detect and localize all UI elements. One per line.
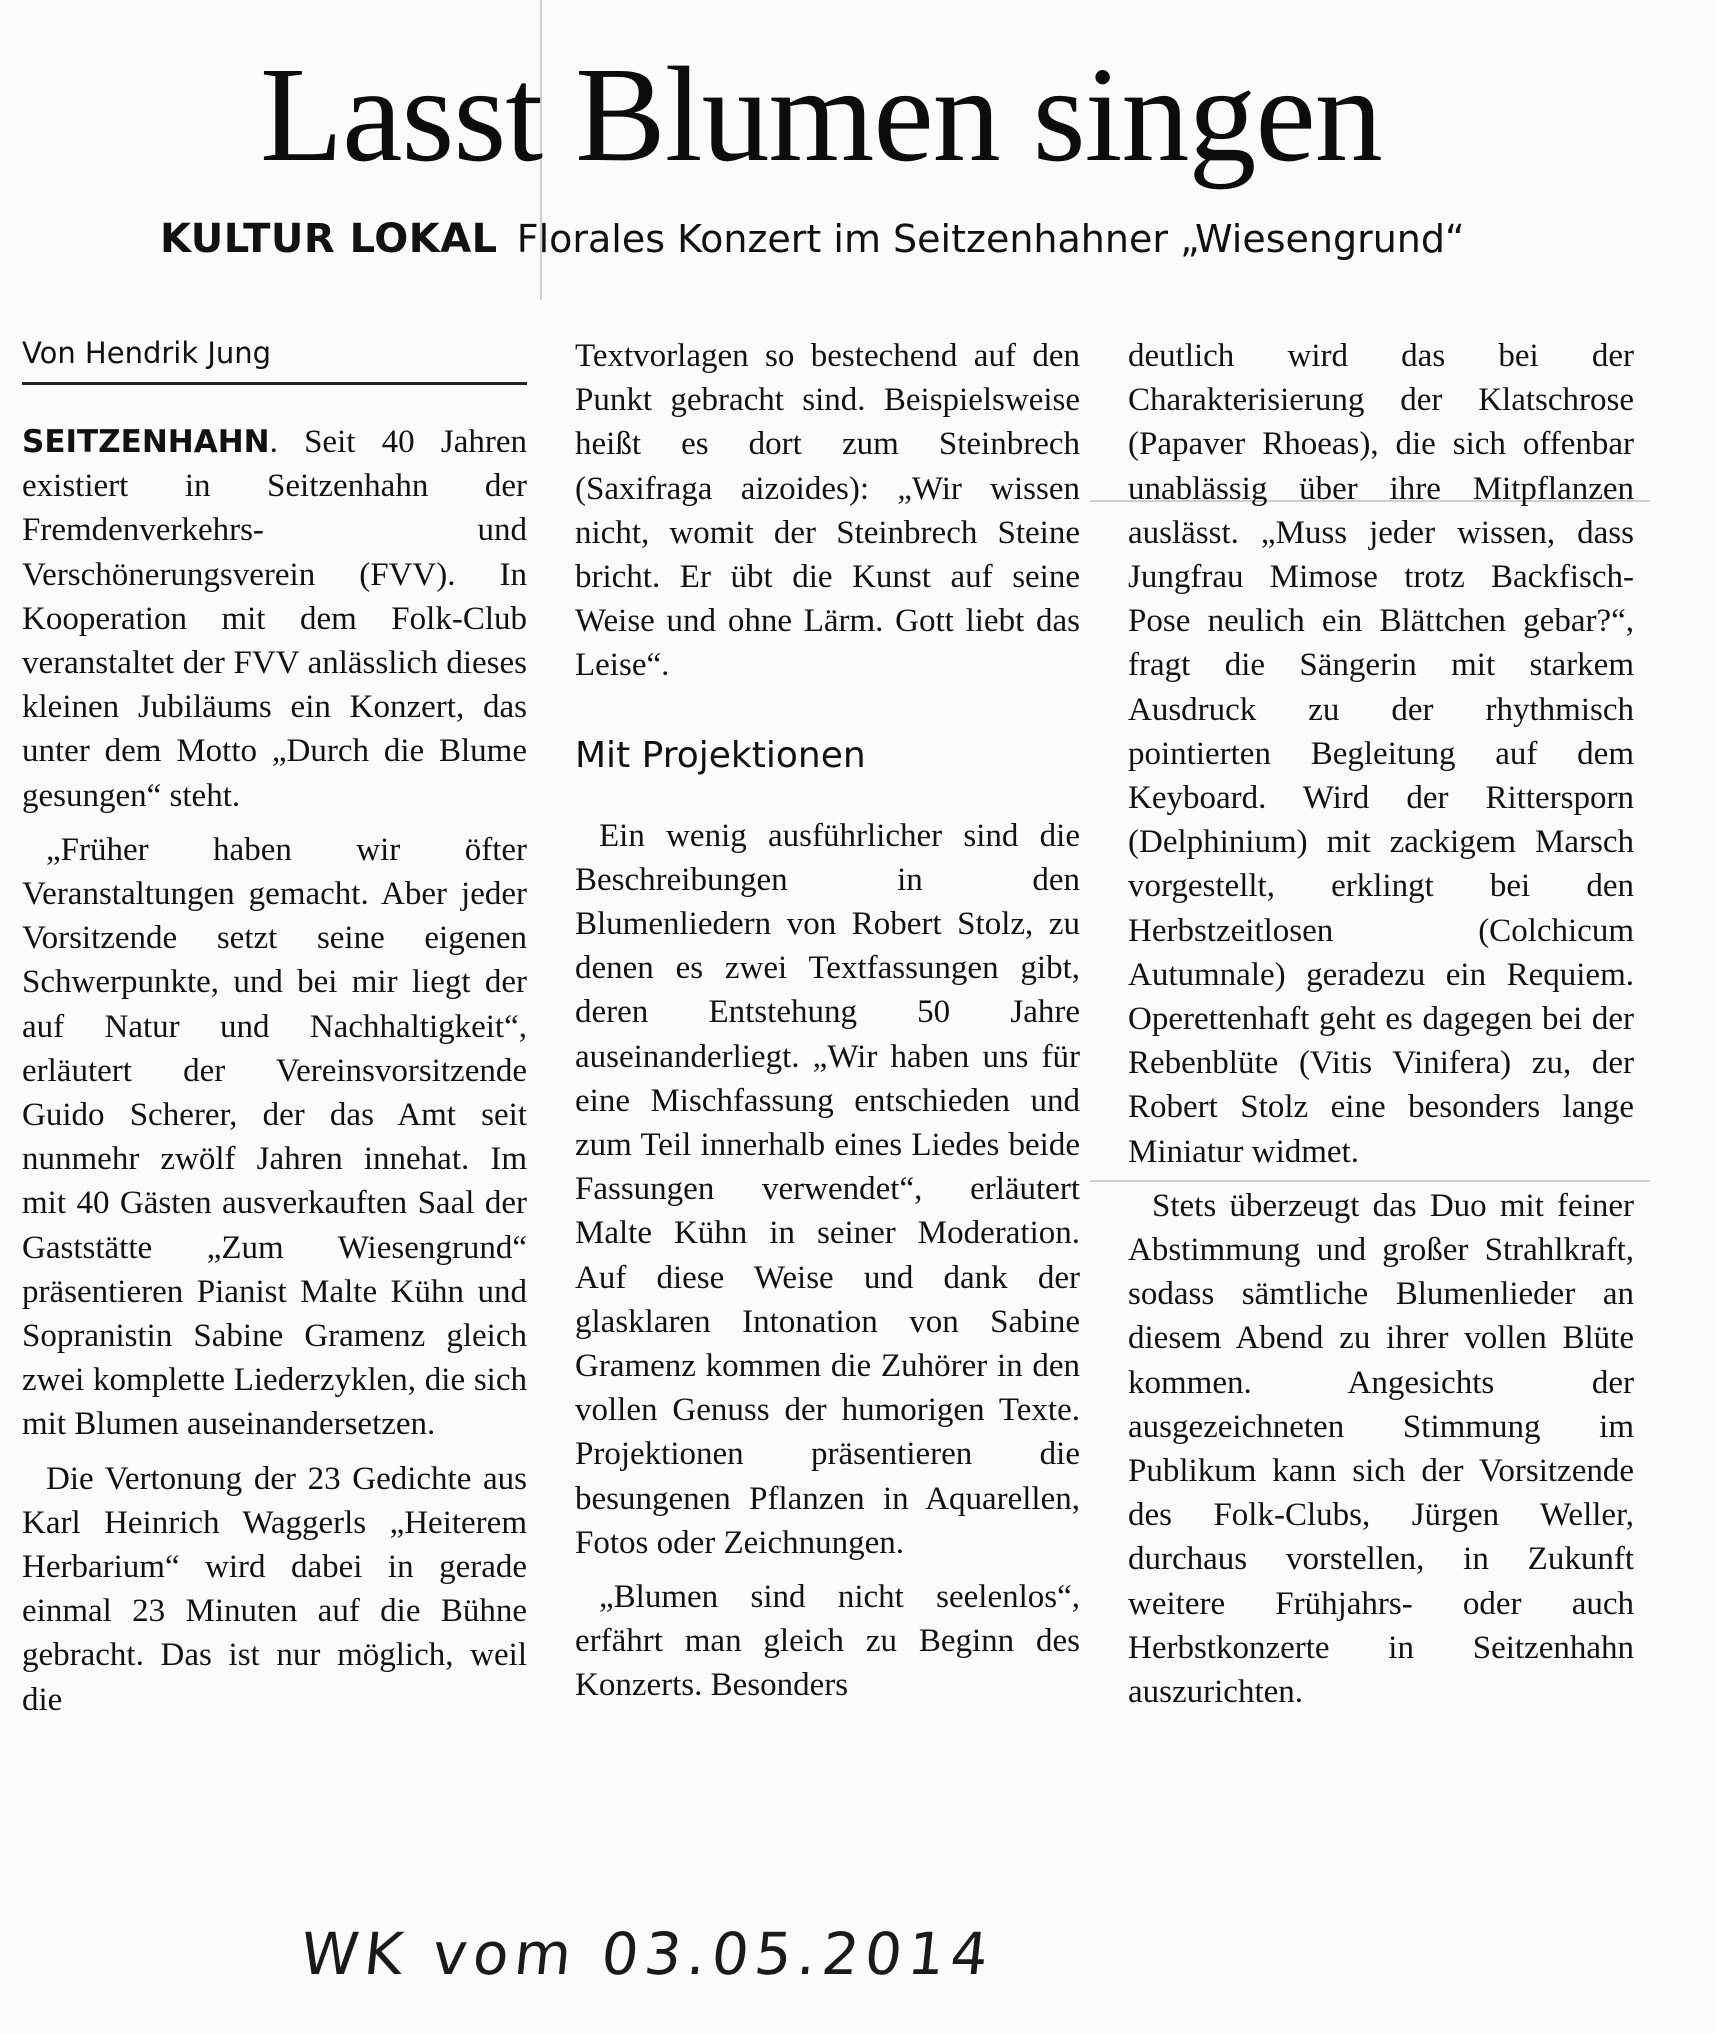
paragraph: Die Vertonung der 23 Gedichte aus Karl Heinrich Waggerls „Heiterem Herbarium“ wird dabei in gerade einmal 23 Minuten auf die Bühne gebracht. Das ist nur möglich, weil die (22, 1460, 527, 1718)
paragraph-text: . Seit 40 Jahren existiert in Seitzenhahn der Fremdenverkehrs- und Verschönerungsverein (FVV). In Kooperation mit dem Folk-Club veranstaltet der FVV anlässlich dieses kleinen Jubiläums ein Konzert, das unter dem Motto „Durch die Blume gesungen“ steht. (22, 424, 527, 814)
paragraph: Textvorlagen so bestechend auf den Punkt gebracht sind. Beispielsweise heißt es dort zum Steinbrech (Saxifraga aizoides): „Wir wissen nicht, womit der Steinbrech Steine bricht. Er übt die Kunst auf seine Weise und ohne Lärm. Gott liebt das Leise“. (575, 338, 1080, 684)
paragraph (22, 420, 527, 818)
paragraph: „Früher haben wir öfter Veranstaltungen gemacht. Aber jeder Vorsitzende setzt seine eigenen Schwerpunkte, und bei mir liegt der auf Natur und Nachhaltigkeit“, erläutert der Vereinsvorsitzende Guido Scherer, der das Amt seit nunmehr zwölf Jahren innehat. Im mit 40 Gästen ausverkauften Saal der Gaststätte „Zum Wiesengrund“ präsentieren Pianist Malte Kühn und Sopranistin Sabine Gramenz gleich zwei komplette Liederzyklen, die sich mit Blumen auseinandersetzen. (22, 831, 527, 1443)
paragraph: Ein wenig ausführlicher sind die Beschreibungen in den Blumenliedern von Robert Stolz, zu denen es zwei Textfassungen gibt, deren Entstehung 50 Jahre auseinanderliegt. „Wir haben uns für eine Mischfassung entschieden und zum Teil innerhalb eines Liedes beide Fassungen verwendet“, erläutert Malte Kühn in seiner Moderation. Auf diese Weise und dank der glasklaren Intonation von Sabine Gramenz kommen die Zuhörer in den vollen Genuss der humorigen Texte. Projektionen präsentieren die besungenen Pflanzen in Aquarellen, Fotos oder Zeichnungen. (575, 817, 1080, 1561)
article-column-1 (22, 420, 527, 1732)
handwritten-source-note: WK vom 03.05.2014 (297, 1920, 998, 1988)
article-column-2 (575, 334, 1080, 1718)
dateline: SEITZENHAHN (22, 424, 270, 460)
paragraph: Stets überzeugt das Duo mit feiner Abstimmung und großer Strahlkraft, sodass sämtliche Blumenlieder an diesem Abend zu ihrer vollen Blüte kommen. Angesichts der ausgezeichneten Stimmung im Publikum kann sich der Vorsitzende des Folk-Clubs, Jürgen Weller, durchaus vorstellen, in Zukunft weitere Frühjahrs- oder auch Herbstkonzerte in Seitzenhahn auszurichten. (1128, 1187, 1634, 1711)
crosshead: Mit Projektionen (575, 734, 866, 776)
section-kicker: KULTUR LOKAL (160, 216, 498, 262)
kicker-row (160, 216, 1580, 276)
article-subhead: Florales Konzert im Seitzenhahner „Wiesengrund“ (516, 217, 1465, 261)
byline: Von Hendrik Jung (22, 336, 272, 370)
article-column-3 (1128, 334, 1634, 1724)
byline-divider (22, 382, 527, 385)
paragraph: „Blumen sind nicht seelenlos“, erfährt man gleich zu Beginn des Konzerts. Besonders (575, 1579, 1080, 1704)
paragraph: deutlich wird das bei der Charakterisierung der Klatschrose (Papaver Rhoeas), die sich offenbar unablässig über ihre Mitpflanzen auslässt. „Muss jeder wissen, dass Jungfrau Mimose trotz Backfisch-Pose neulich ein Blättchen gebar?“, fragt die Sängerin mit starkem Ausdruck zu der rhythmisch pointierten Begleitung auf dem Keyboard. Wird der Rittersporn (Delphinium) mit zackigem Marsch vorgestellt, erklingt bei den Herbstzeitlosen (Colchicum Autumnale) geradezu ein Requiem. Operettenhaft geht es dagegen bei der Rebenblüte (Vitis Vinifera) zu, der Robert Stolz eine besonders lange Miniatur widmet. (1128, 338, 1634, 1170)
article-headline: Lasst Blumen singen (260, 40, 1382, 190)
